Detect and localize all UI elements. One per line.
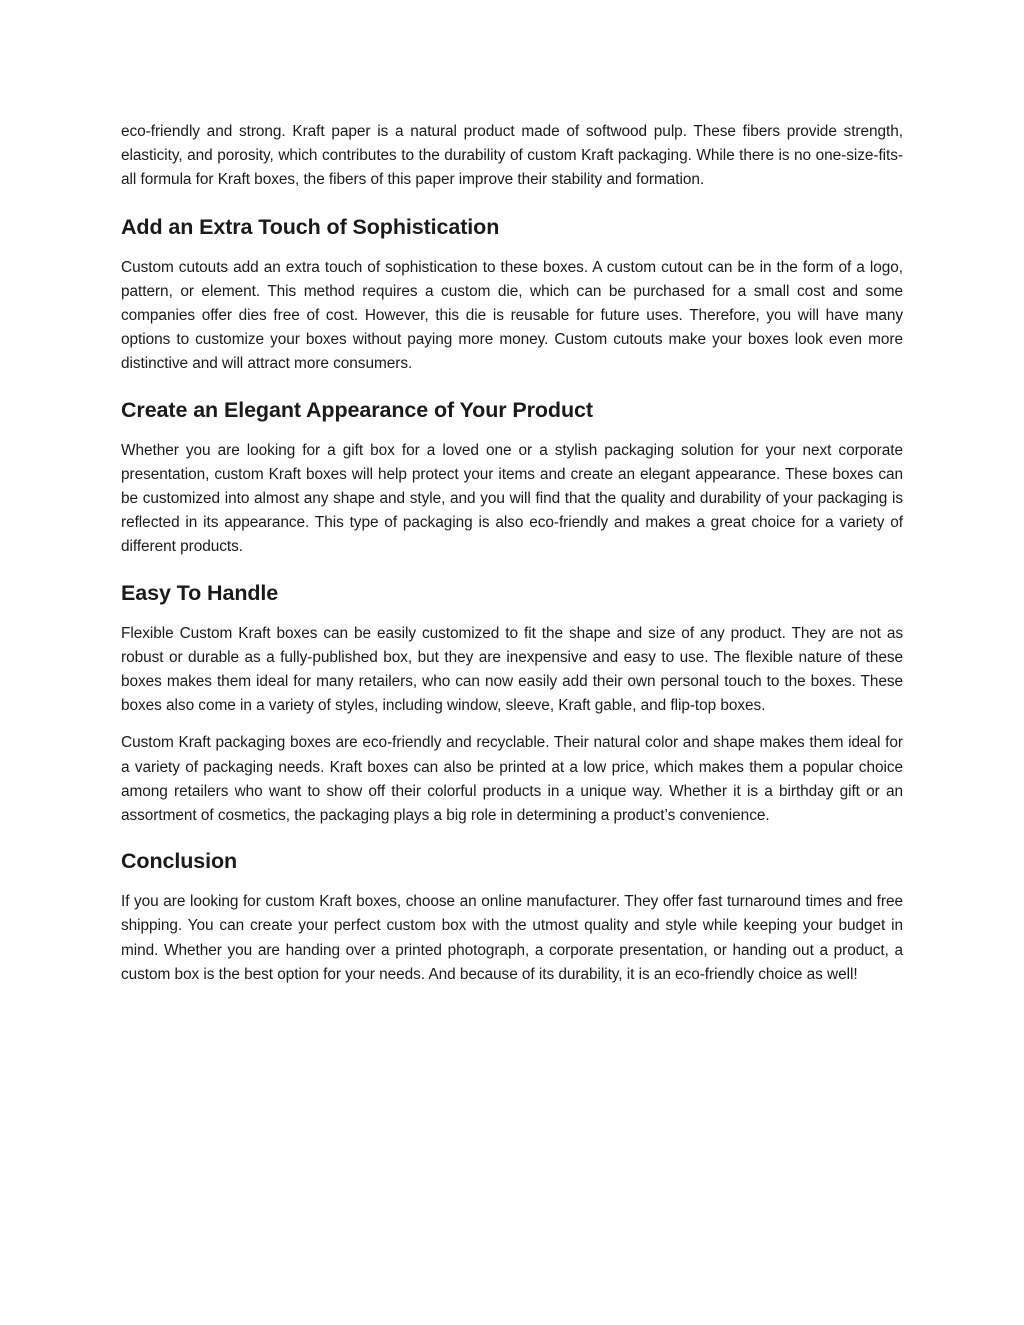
section-paragraph: If you are looking for custom Kraft boxes, choose an online manufacturer. They offer fast turnaround times and free shipping. You can create your perfect custom box with the utmost quality and style while keeping your budget in mind. Whether you are handing over a printed photograph, a corporate presentation, or handing out a product, a custom box is the best option for your needs. And because of its durability, it is an eco-friendly choice as well! <box>121 893 903 983</box>
section-paragraph: Custom cutouts add an extra touch of sophistication to these boxes. A custom cutout can be in the form of a logo, pattern, or element. This method requires a custom die, which can be purchased for a small cost and some companies offer dies free of cost. However, this die is reusable for future uses. Therefore, you will have many options to customize your boxes without paying more money. Custom cutouts make your boxes look even more distinctive and will attract more consumers. <box>121 258 903 373</box>
section-paragraph: Custom Kraft packaging boxes are eco-friendly and recyclable. Their natural color and shape makes them ideal for a variety of packaging needs. Kraft boxes can also be printed at a low price, which makes them a popular choice among retailers who want to show off their colorful products in a unique way. Whether it is a birthday gift or an assortment of cosmetics, the packaging plays a big role in determining a product’s convenience. <box>121 734 903 825</box>
section-heading-sophistication: Add an Extra Touch of Sophistication <box>121 214 500 239</box>
section-heading-easy-to-handle: Easy To Handle <box>121 580 279 605</box>
section-paragraph: Whether you are looking for a gift box for a loved one or a stylish packaging solution for your next corporate presentation, custom Kraft boxes will help protect your items and create an elegant appearance. These boxes can be customized into almost any shape and style, and you will find that the quality and durability of your packaging is reflected in its appearance. This type of packaging is also eco-friendly and makes a great choice for a variety of different products. <box>121 441 903 556</box>
document-page <box>121 120 903 1000</box>
section-heading-elegant-appearance: Create an Elegant Appearance of Your Product <box>121 397 593 422</box>
section-heading-conclusion: Conclusion <box>121 849 238 874</box>
section-paragraph: Flexible Custom Kraft boxes can be easily customized to fit the shape and size of any product. They are not as robust or durable as a fully-published box, but they are inexpensive and easy to use. The flexible nature of these boxes makes them ideal for many retailers, who can now easily add their own personal touch to the boxes. These boxes also come in a variety of styles, including window, sleeve, Kraft gable, and flip-top boxes. <box>121 624 903 715</box>
intro-paragraph: eco-friendly and strong. Kraft paper is a natural product made of softwood pulp. These fibers provide strength, elasticity, and porosity, which contributes to the durability of custom Kraft packaging. While there is no one-size-fits-all formula for Kraft boxes, the fibers of this paper improve their stability and formation. <box>121 123 903 189</box>
